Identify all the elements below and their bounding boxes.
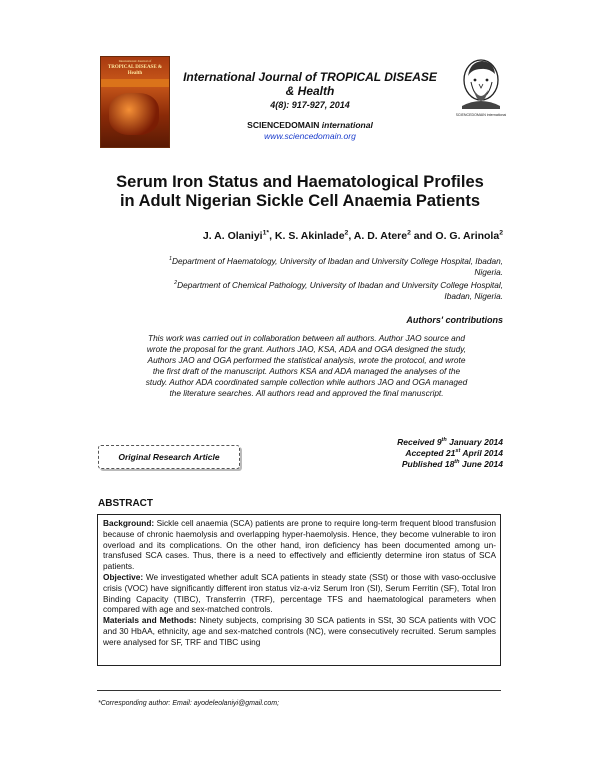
cover-line-3: Health — [127, 71, 143, 76]
journal-cover-image — [100, 56, 170, 148]
publisher-url[interactable]: www.sciencedomain.org — [264, 131, 356, 141]
scholar-bust-logo-icon — [456, 56, 506, 118]
received-date: Received 9th January 2014 — [397, 437, 503, 447]
contributions-heading: Authors' contributions — [406, 315, 503, 325]
abstract-heading: ABSTRACT — [98, 498, 153, 509]
author-name: A. D. Atere — [353, 230, 408, 242]
abstract-box — [97, 514, 501, 666]
footnote-divider — [97, 690, 501, 691]
author-name: O. G. Arinola — [435, 230, 500, 242]
abstract-methods: Materials and Methods: Ninety subjects, comprising 30 SCA patients in SSt, 30 SCA patients with VOC and 30 HbAA, ethnicity, age and sex-matched controls (NC), were consecutively recruited. Serum samples were analysed for SF, TRF and TIBC using — [103, 615, 496, 647]
journal-volume: 4(8): 917-927, 2014 — [270, 100, 350, 110]
cover-line-1: International Journal of — [118, 59, 152, 63]
accepted-date: Accepted 21st April 2014 — [405, 448, 503, 458]
published-date: Published 18th June 2014 — [401, 459, 503, 469]
affiliation-2: $^2$Department of Chemical Pathology, University of Ibadan and University College Hospital, Ibadan, Nigeria. — [174, 280, 503, 301]
abstract-background: Background: Sickle cell anaemia (SCA) patients are prone to require long-term frequent blood transfusion because of chronic haemolysis and overlapping hyper-haemolysis. Hence, they become vulnerable to iron overload and its complications. On the other hand, iron deficiency has been documented among un-transfused SCA cases. Thus, there is a need to effectively and efficiently determine iron status of SCA patients. — [103, 518, 496, 572]
author-name: J. A. Olaniyi — [202, 230, 263, 242]
contributions-text: This work was carried out in collaboration between all authors. Author JAO source and wrote the proposal for the grant. Authors JAO, KSA, ADA and OGA designed the study, Authors JAO and OGA performed the statistical analysis, wrote the protocol, and wrote the first draft of the manuscript. Authors KSA and ADA managed the analyses of the study. Author ADA coordinated sample collection while authors JAO and OGA managed the literature searches. All authors read and approved the final manuscript. — [145, 333, 468, 398]
corresponding-author-footnote: *Corresponding author: Email: ayodeleolaniyi@gmail.com; — [98, 700, 280, 707]
affiliation-1: $^1$Department of Haematology, University of Ibadan and University College Hospital, Ibadan, Nigeria. — [169, 256, 503, 277]
cover-artwork — [109, 93, 159, 135]
publication-dates — [300, 437, 503, 470]
author-list: J. A. Olaniyi$^{1*}$, K. S. Akinlade$^2$, A. D. Atere$^2$ and O. G. Arinola$^2$ — [202, 229, 503, 242]
cover-line-2: TROPICAL DISEASE & — [107, 65, 163, 70]
logo-caption: SCIENCEDOMAIN international — [456, 113, 506, 117]
article-title: Serum Iron Status and Haematological Profiles in Adult Nigerian Sickle Cell Anaemia Patients — [116, 173, 484, 210]
author-name: K. S. Akinlade — [274, 230, 345, 242]
journal-header — [180, 70, 440, 141]
article-type-badge: Original Research Article — [98, 445, 240, 469]
journal-title: International Journal of TROPICAL DISEASE & Health — [183, 70, 437, 98]
abstract-objective: Objective: We investigated whether adult SCA patients in steady state (SSt) or those with vaso-occlusive crisis (VOC) have significantly different iron status viz-a-viz Serum Iron (SI), Serum Ferritin (SF), Total Iron Binding Capacity (TIBC), Transferrin (TRF), percentage TFS and haematological parameters when compared with age and sex-matched controls. — [103, 571, 496, 615]
cover-band — [101, 79, 169, 87]
publisher-name: SCIENCEDOMAIN international — [247, 120, 373, 130]
